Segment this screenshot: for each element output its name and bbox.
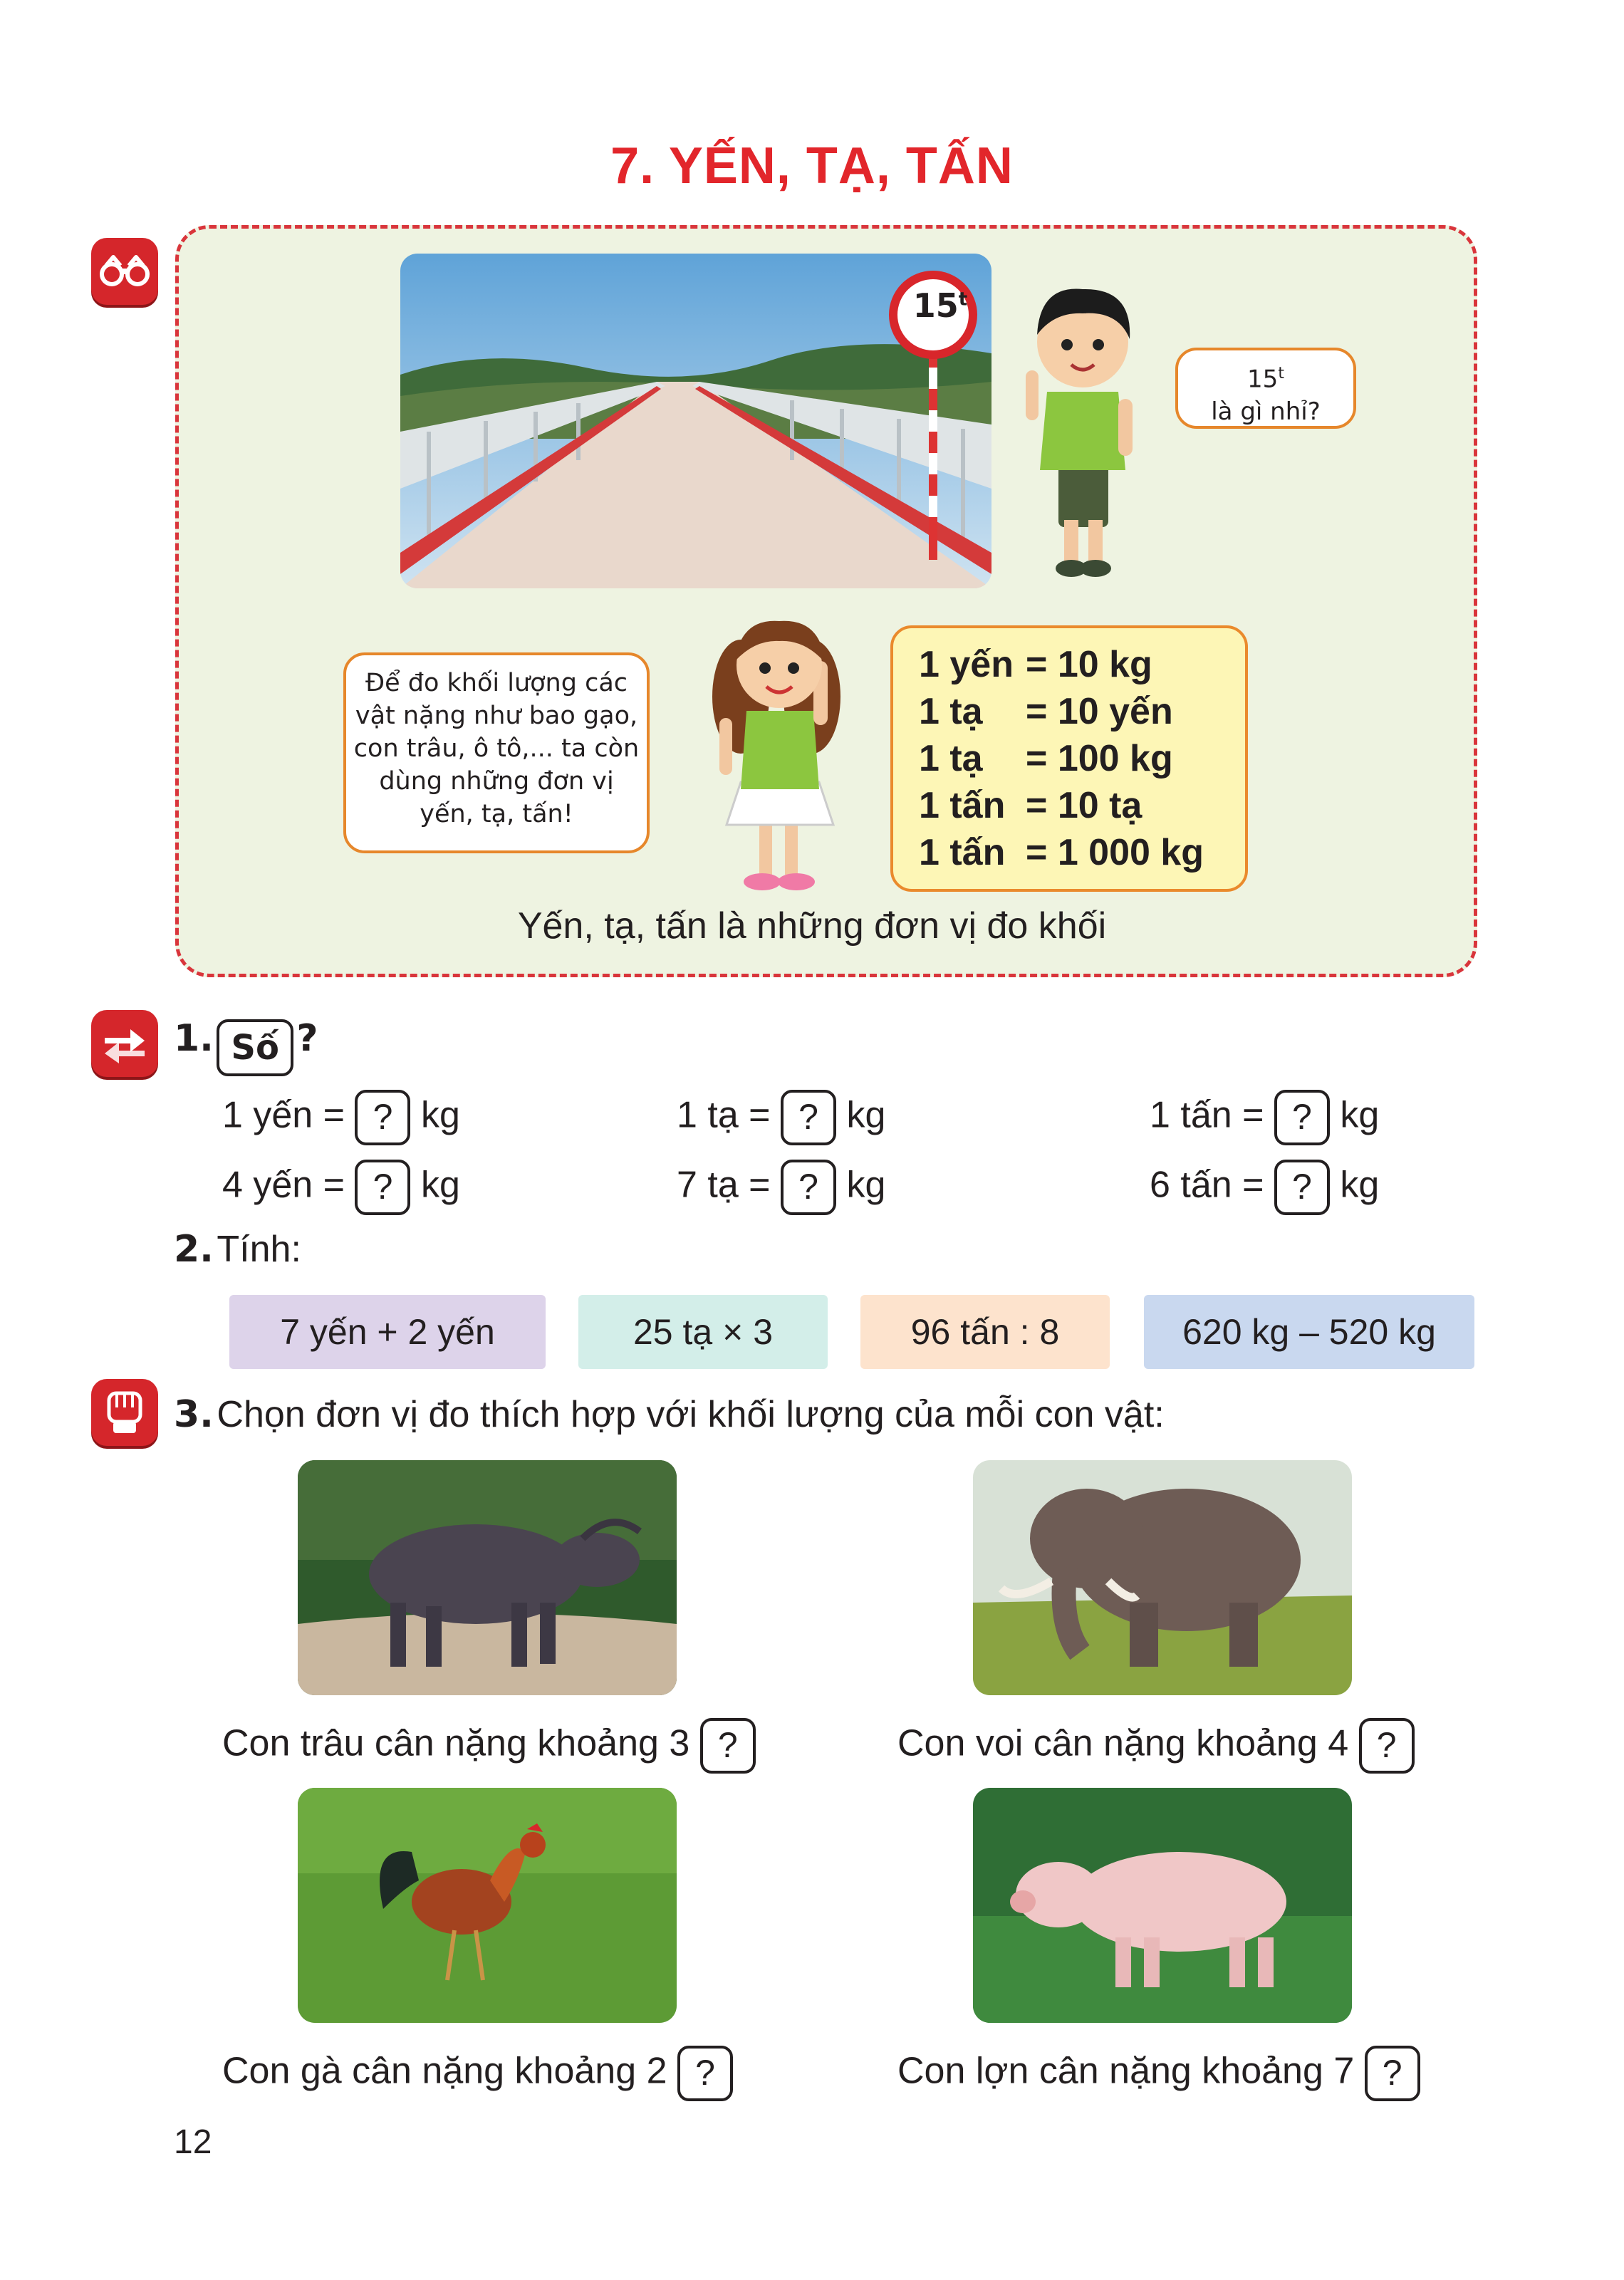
animal-caption-text: Con trâu cân nặng khoảng 3 (222, 1722, 690, 1764)
unit-right: = 10 yến (1026, 691, 1173, 732)
sign-unit: t (958, 288, 968, 311)
exercise-1-item (222, 1090, 460, 1145)
girl-bubble-line: vật nặng như bao gạo, (355, 702, 638, 730)
exercise-1-item (1150, 1090, 1379, 1145)
answer-box[interactable]: ? (781, 1090, 836, 1145)
unit-left: 1 tấn (919, 785, 1006, 826)
unit-row (919, 735, 1245, 782)
girl-bubble-line: dùng những đơn vị (379, 767, 614, 796)
answer-box[interactable]: ? (355, 1160, 410, 1215)
animal-caption (222, 2046, 733, 2101)
unit-left: 1 tấn (919, 832, 1006, 873)
practice-arrows-icon (91, 1010, 158, 1077)
unit-row (919, 688, 1245, 735)
girl-speech-bubble (343, 652, 650, 853)
answer-box[interactable]: ? (677, 2046, 733, 2101)
unit-right: = 100 kg (1026, 738, 1173, 779)
answer-box[interactable]: ? (1274, 1090, 1330, 1145)
answer-box[interactable]: ? (1359, 1718, 1415, 1774)
exercise-1-item (1150, 1160, 1379, 1215)
answer-box[interactable]: ? (781, 1160, 836, 1215)
exercise-1-item (677, 1090, 885, 1145)
equation-lhs: 7 tạ = (677, 1164, 771, 1206)
exercise-3-number: 3. (174, 1393, 214, 1436)
unit-label: kg (420, 1094, 460, 1136)
animal-caption-text: Con voi cân nặng khoảng 4 (897, 1722, 1349, 1764)
equation-lhs: 1 tấn = (1150, 1094, 1264, 1136)
exercise-3-label: Chọn đơn vị đo thích hợp với khối lượng của mỗi con vật: (217, 1394, 1165, 1435)
boy-bubble-sup: t (1278, 365, 1284, 382)
unit-left: 1 yến (919, 644, 1014, 685)
unit-right: = 10 tạ (1026, 785, 1142, 826)
equation-lhs: 4 yến = (222, 1164, 345, 1206)
exercise-2-number: 2. (174, 1228, 214, 1271)
page-number: 12 (174, 2123, 212, 2161)
boy-bubble-value: 15 (1247, 365, 1279, 394)
girl-bubble-line: con trâu, ô tô,... ta còn (353, 734, 640, 763)
girl-bubble-line: Để đo khối lượng các (365, 669, 628, 697)
girl-illustration (691, 597, 869, 900)
animal-caption (897, 1718, 1415, 1774)
unit-label: kg (846, 1164, 886, 1206)
exercise-1-number: 1. (174, 1017, 214, 1060)
unit-label: kg (1340, 1094, 1380, 1136)
pig-photo (973, 1788, 1352, 2023)
fist-icon (91, 1379, 158, 1446)
unit-row (919, 782, 1245, 829)
unit-conversion-box (890, 625, 1248, 892)
calc-card: 7 yến + 2 yến (229, 1295, 546, 1369)
weight-limit-sign (899, 286, 982, 325)
calc-card: 96 tấn : 8 (860, 1295, 1110, 1369)
unit-label: kg (420, 1164, 460, 1206)
exercise-1-item (222, 1160, 460, 1215)
equation-lhs: 1 yến = (222, 1094, 345, 1136)
unit-row (919, 829, 1245, 876)
answer-box[interactable]: ? (1365, 2046, 1420, 2101)
exercise-3-heading (174, 1393, 1165, 1436)
sign-value: 15 (912, 286, 959, 325)
unit-right: = 1 000 kg (1026, 832, 1204, 873)
lesson-title: 7. YẾN, TẠ, TẤN (610, 137, 1014, 194)
unit-left: 1 tạ (919, 738, 983, 779)
animal-caption (897, 2046, 1420, 2101)
boy-speech-bubble (1175, 348, 1356, 429)
exercise-2-heading (174, 1228, 301, 1271)
unit-right: = 10 kg (1026, 644, 1152, 685)
exercise-1-heading (174, 1017, 318, 1076)
binoculars-icon (91, 238, 158, 305)
answer-box[interactable]: ? (700, 1718, 756, 1774)
equation-lhs: 6 tấn = (1150, 1164, 1264, 1206)
equation-lhs: 1 tạ = (677, 1094, 771, 1136)
calc-card: 25 tạ × 3 (578, 1295, 828, 1369)
animal-caption-text: Con lợn cân nặng khoảng 7 (897, 2050, 1355, 2092)
answer-box[interactable]: ? (355, 1090, 410, 1145)
boy-bubble-line2: là gì nhỉ? (1211, 397, 1321, 427)
unit-row (919, 641, 1245, 688)
rooster-photo (298, 1788, 677, 2023)
calc-card: 620 kg – 520 kg (1144, 1295, 1474, 1369)
discover-caption: Yến, tạ, tấn là những đơn vị đo khối (517, 905, 1107, 947)
girl-bubble-line: yến, tạ, tấn! (420, 800, 573, 828)
exercise-1-item (677, 1160, 885, 1215)
unit-left: 1 tạ (919, 691, 983, 732)
answer-box[interactable]: ? (1274, 1160, 1330, 1215)
unit-label: kg (1340, 1164, 1380, 1206)
unit-label: kg (846, 1094, 886, 1136)
so-label-box: Số (217, 1019, 293, 1076)
elephant-photo (973, 1460, 1352, 1695)
exercise-1-question-mark: ? (296, 1017, 318, 1060)
boy-bubble-line1 (1178, 358, 1353, 395)
boy-illustration (1011, 271, 1154, 584)
animal-caption-text: Con gà cân nặng khoảng 2 (222, 2050, 667, 2092)
exercise-2-label: Tính: (217, 1229, 301, 1270)
animal-caption (222, 1718, 756, 1774)
buffalo-photo (298, 1460, 677, 1695)
